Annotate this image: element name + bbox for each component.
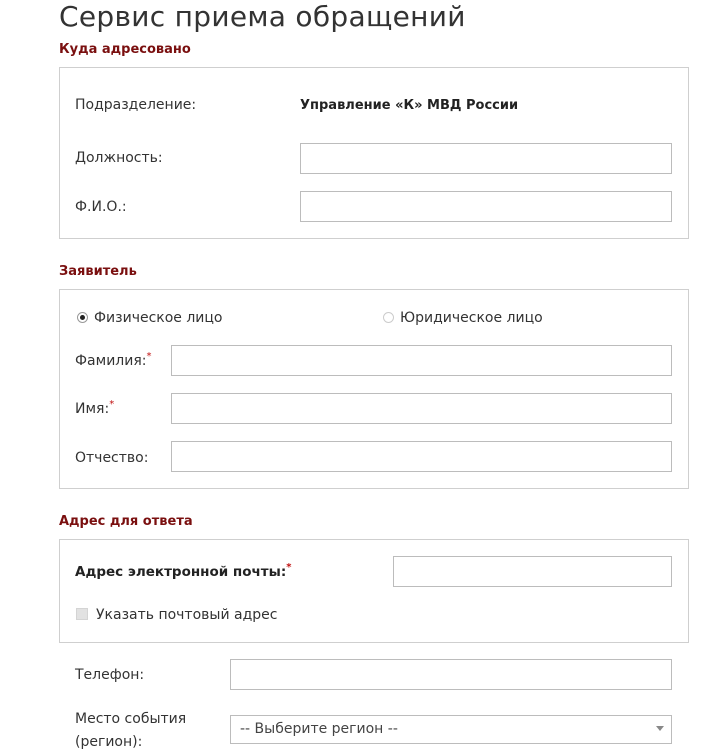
- email-label: Адрес электронной почты:*: [75, 562, 292, 580]
- chevron-down-icon: [656, 726, 664, 731]
- page-title: Сервис приема обращений: [59, 0, 466, 33]
- fullname-label: Ф.И.О.:: [75, 199, 127, 215]
- region-label-line1: Место события: [75, 711, 187, 727]
- region-select-value: -- Выберите регион --: [240, 721, 398, 737]
- department-value: Управление «К» МВД России: [300, 98, 519, 113]
- region-label-line2: (регион):: [75, 734, 143, 750]
- radio-legal-label: Юридическое лицо: [400, 310, 543, 326]
- surname-label: Фамилия:*: [75, 351, 152, 369]
- section-heading-reply: Адрес для ответа: [59, 514, 193, 529]
- radio-checked-icon: [77, 312, 88, 323]
- fullname-input[interactable]: [300, 191, 672, 222]
- name-input[interactable]: [171, 393, 672, 424]
- position-label: Должность:: [75, 150, 163, 166]
- required-mark: *: [286, 562, 292, 573]
- patronymic-input[interactable]: [171, 441, 672, 472]
- radio-legal[interactable]: [383, 310, 543, 326]
- department-label: Подразделение:: [75, 97, 197, 113]
- required-mark: *: [109, 399, 115, 410]
- phone-input[interactable]: [230, 659, 672, 690]
- postal-address-checkbox[interactable]: [76, 607, 276, 625]
- surname-input[interactable]: [171, 345, 672, 376]
- section-heading-applicant: Заявитель: [59, 264, 137, 279]
- reply-panel: [59, 539, 689, 643]
- radio-individual-label: Физическое лицо: [94, 310, 223, 326]
- radio-individual[interactable]: [77, 310, 223, 326]
- name-label: Имя:*: [75, 399, 115, 417]
- checkbox-icon: [76, 608, 88, 620]
- patronymic-label: Отчество:: [75, 450, 149, 466]
- email-input[interactable]: [393, 556, 672, 587]
- postal-checkbox-label: Указать почтовый адрес: [96, 607, 278, 623]
- region-select[interactable]: [230, 715, 672, 744]
- radio-unchecked-icon: [383, 312, 394, 323]
- section-heading-addressee: Куда адресовано: [59, 42, 191, 57]
- required-mark: *: [146, 351, 152, 362]
- position-input[interactable]: [300, 143, 672, 174]
- phone-label: Телефон:: [75, 667, 145, 683]
